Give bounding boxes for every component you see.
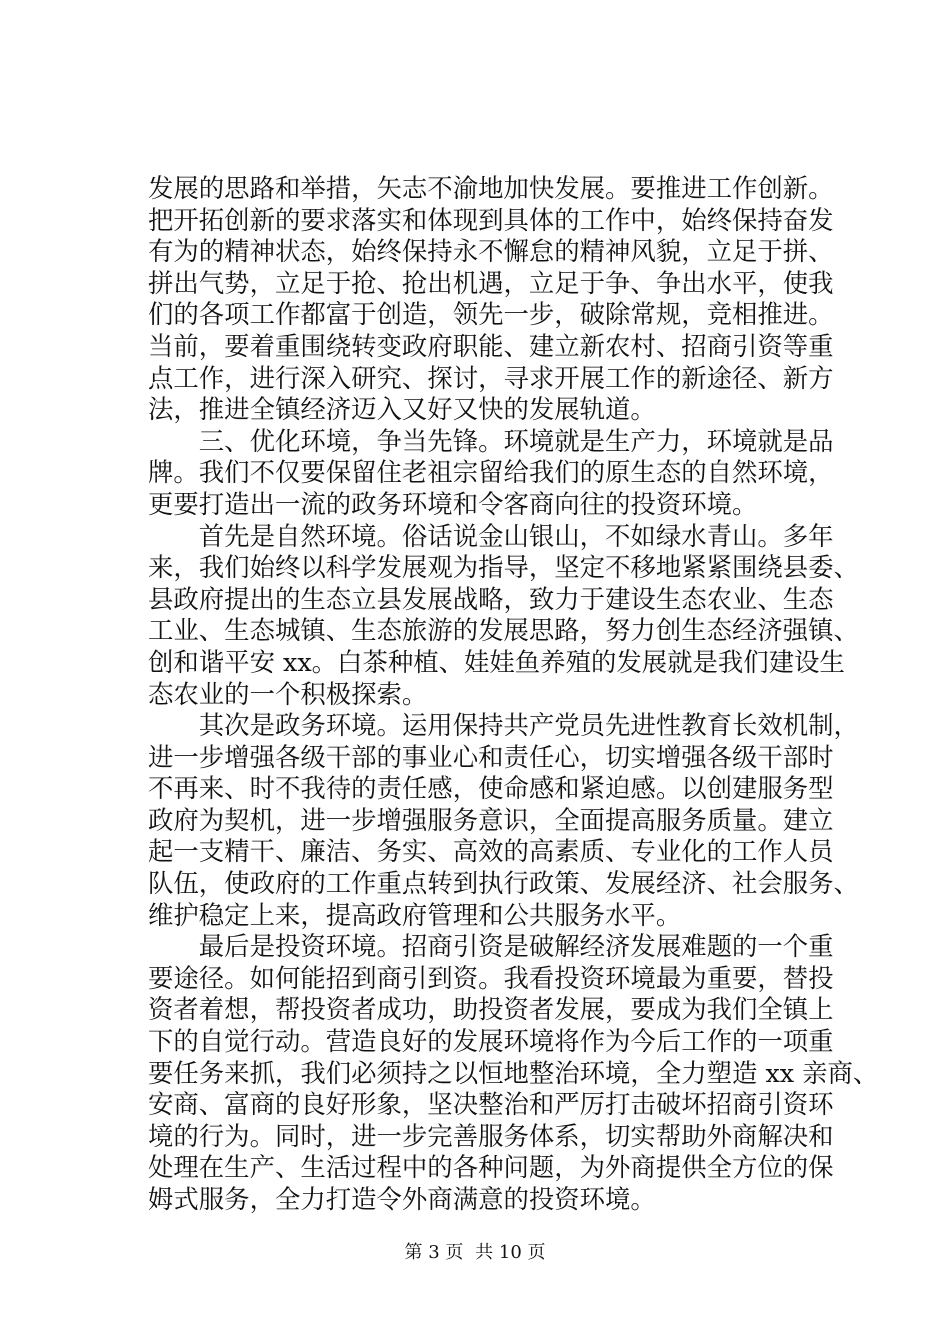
text-line: 态农业的一个积极探索。 <box>148 678 428 709</box>
page-footer <box>0 1238 950 1264</box>
text-line: 最后是投资环境。招商引资是破解经济发展难题的一个重 <box>148 931 834 962</box>
text-line: 资者着想，帮投资者成功，助投资者发展，要成为我们全镇上 <box>148 994 834 1025</box>
text-line: 要任务来抓，我们必须持之以恒地整治环境，全力塑造 xx 亲商、 <box>148 1057 879 1088</box>
text-line: 更要打造出一流的政务环境和令客商向往的投资环境。 <box>148 488 758 519</box>
text-line: 其次是政务环境。运用保持共产党员先进性教育长效机制， <box>148 710 859 741</box>
text-line: 点工作，进行深入研究、探讨，寻求开展工作的新途径、新方 <box>148 362 834 393</box>
text-line: 下的自觉行动。营造良好的发展环境将作为今后工作的一项重 <box>148 1026 834 1057</box>
text-line: 法，推进全镇经济迈入又好又快的发展轨道。 <box>148 394 656 425</box>
text-line: 境的行为。同时，进一步完善服务体系，切实帮助外商解决和 <box>148 1120 834 1151</box>
text-line: 把开拓创新的要求落实和体现到具体的工作中，始终保持奋发 <box>148 204 834 235</box>
text-line: 安商、富商的良好形象，坚决整治和严厉打击破坏招商引资环 <box>148 1089 834 1120</box>
text-line: 首先是自然环境。俗话说金山银山，不如绿水青山。多年 <box>148 520 834 551</box>
text-line: 三、优化环境，争当先锋。环境就是生产力，环境就是品 <box>148 425 834 456</box>
text-line: 县政府提出的生态立县发展战略，致力于建设生态农业、生态 <box>148 583 834 614</box>
text-line: 维护稳定上来，提高政府管理和公共服务水平。 <box>148 899 682 930</box>
text-line: 要途径。如何能招到商引到资。我看投资环境最为重要，替投 <box>148 962 834 993</box>
text-line: 队伍，使政府的工作重点转到执行政策、发展经济、社会服务、 <box>148 868 859 899</box>
text-line: 工业、生态城镇、生态旅游的发展思路，努力创生态经济强镇、 <box>148 615 859 646</box>
text-line: 拼出气势，立足于抢、抢出机遇，立足于争、争出水平，使我 <box>148 267 834 298</box>
text-line: 当前，要着重围绕转变政府职能、建立新农村、招商引资等重 <box>148 330 834 361</box>
text-line: 姆式服务，全力打造令外商满意的投资环境。 <box>148 1184 656 1214</box>
text-line: 政府为契机，进一步增强服务意识，全面提高服务质量。建立 <box>148 804 834 835</box>
text-line: 有为的精神状态，始终保持永不懈怠的精神风貌，立足于拼、 <box>148 236 834 267</box>
text-line: 发展的思路和举措，矢志不渝地加快发展。要推进工作创新。 <box>148 173 834 203</box>
page-total: 共 10 页 <box>475 1242 546 1263</box>
page-number: 第 3 页 <box>404 1242 464 1263</box>
text-line: 牌。我们不仅要保留住老祖宗留给我们的原生态的自然环境， <box>148 457 834 488</box>
document-body <box>148 173 879 1216</box>
text-line: 来，我们始终以科学发展观为指导，坚定不移地紧紧围绕县委、 <box>148 552 859 583</box>
text-line: 进一步增强各级干部的事业心和责任心，切实增强各级干部时 <box>148 741 834 772</box>
text-line: 不再来、时不我待的责任感，使命感和紧迫感。以创建服务型 <box>148 773 834 804</box>
text-line: 们的各项工作都富于创造，领先一步，破除常规，竞相推进。 <box>148 299 834 330</box>
text-line: 创和谐平安 xx。白茶种植、娃娃鱼养殖的发展就是我们建设生 <box>148 646 845 677</box>
text-line: 起一支精干、廉洁、务实、高效的高素质、专业化的工作人员 <box>148 836 834 867</box>
text-line: 处理在生产、生活过程中的各种问题，为外商提供全方位的保 <box>148 1152 834 1183</box>
